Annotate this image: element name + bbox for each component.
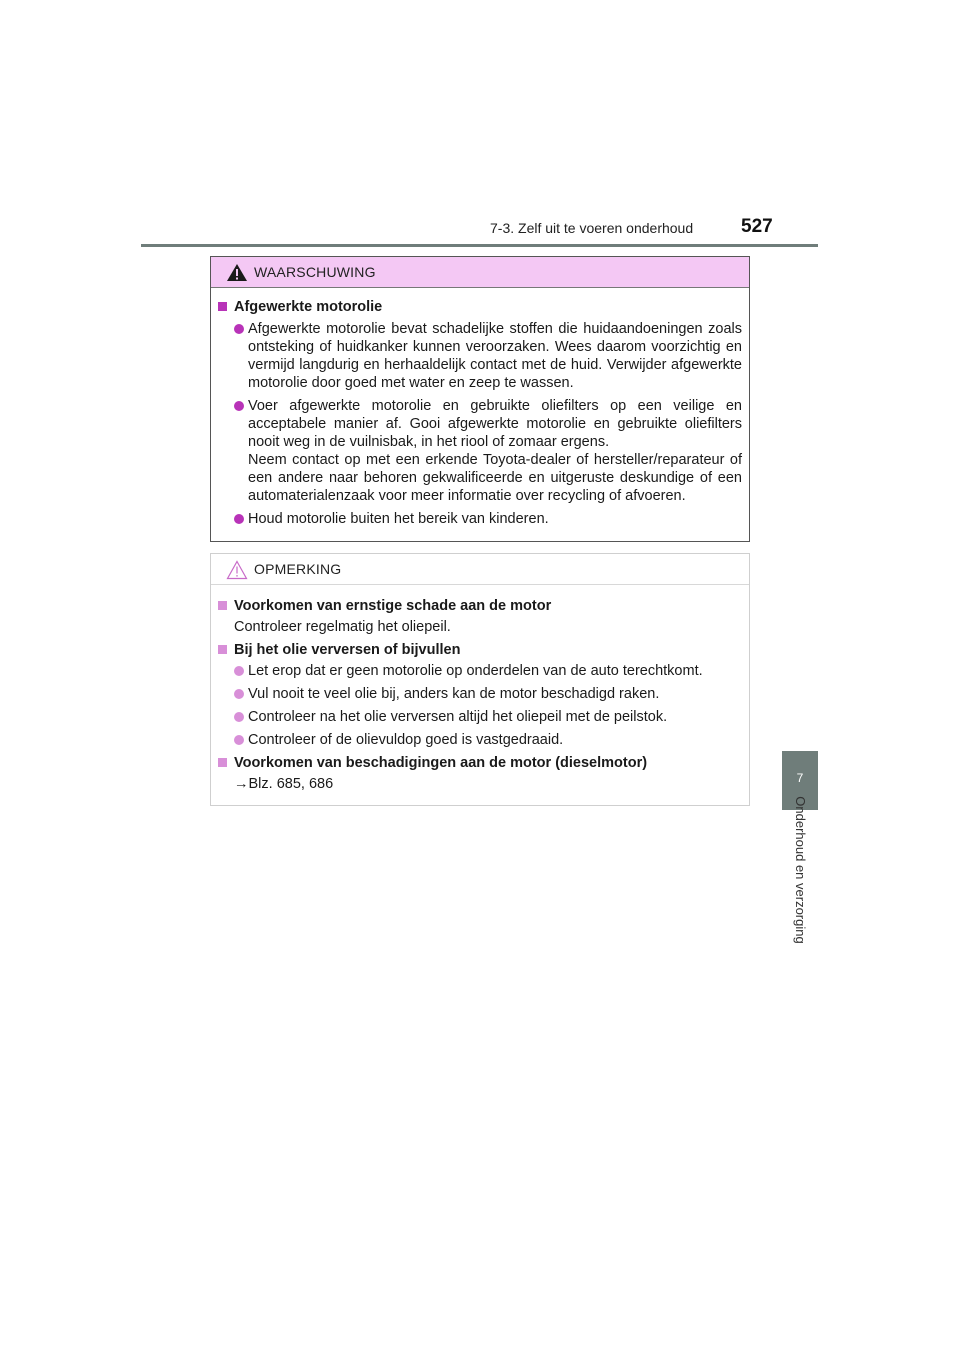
list-item: Voer afgewerkte motorolie en gebruikte oliefilters op een veilige en acceptabele manier af. Gooi afgewerkte motorolie en gebruikte oliefilters nooit weg in de vuilnisbak, in het riool of zomaar ergens. Neem contact op met een erkende Toyota-dealer of hersteller/reparateur of een andere naar behoren gekwalificeerde en uitgeruste deskundige of een automaterialenzaak voor meer informatie over recycling of afvoeren. — [217, 397, 742, 505]
note-heading: Bij het olie verversen of bijvullen — [217, 641, 742, 659]
section-title: 7-3. Zelf uit te voeren onderhoud — [490, 220, 694, 236]
round-bullet-icon — [234, 401, 244, 411]
page-number: 527 — [741, 216, 773, 237]
note-box — [210, 553, 750, 806]
chapter-title: Onderhoud en verzorging — [793, 796, 808, 944]
square-bullet-icon — [218, 758, 227, 767]
caution-triangle-icon — [226, 560, 248, 580]
warning-triangle-icon — [226, 263, 248, 282]
warning-box — [210, 256, 750, 542]
warning-title: WAARSCHUWING — [254, 264, 376, 280]
list-item: Let erop dat er geen motorolie op onderdelen van de auto terechtkomt. — [217, 662, 742, 680]
header-divider — [141, 244, 818, 247]
round-bullet-icon — [234, 666, 244, 676]
note-heading: Voorkomen van beschadigingen aan de motor (dieselmotor) — [217, 754, 742, 772]
round-bullet-icon — [234, 324, 244, 334]
square-bullet-icon — [218, 601, 227, 610]
page-reference: →Blz. 685, 686 — [234, 776, 334, 792]
warning-heading: Afgewerkte motorolie — [217, 298, 742, 316]
square-bullet-icon — [218, 645, 227, 654]
chapter-number: 7 — [796, 771, 804, 785]
list-item: Houd motorolie buiten het bereik van kinderen. — [217, 510, 742, 528]
note-body — [211, 585, 749, 793]
note-title: OPMERKING — [254, 561, 342, 577]
round-bullet-icon — [234, 712, 244, 722]
note-header — [211, 554, 749, 585]
round-bullet-icon — [234, 735, 244, 745]
list-item: Afgewerkte motorolie bevat schadelijke stoffen die huidaandoeningen zoals ontsteking of huidkanker kunnen veroorzaken. Wees daarom voorzichtig en vermijd langdurig en herhaaldelijk contact met de huid. Verwijder afgewerkte motorolie door goed met water en zeep te wassen. — [217, 320, 742, 392]
warning-body — [211, 288, 749, 528]
list-item: Controleer na het olie verversen altijd het oliepeil met de peilstok. — [217, 708, 742, 726]
square-bullet-icon — [218, 302, 227, 311]
warning-header — [211, 257, 749, 288]
note-heading: Voorkomen van ernstige schade aan de motor — [217, 597, 742, 615]
list-item: Controleer of de olievuldop goed is vastgedraaid. — [217, 731, 742, 749]
round-bullet-icon — [234, 514, 244, 524]
note-text: Controleer regelmatig het oliepeil. — [234, 619, 451, 635]
round-bullet-icon — [234, 689, 244, 699]
list-item: Vul nooit te veel olie bij, anders kan de motor beschadigd raken. — [217, 685, 742, 703]
